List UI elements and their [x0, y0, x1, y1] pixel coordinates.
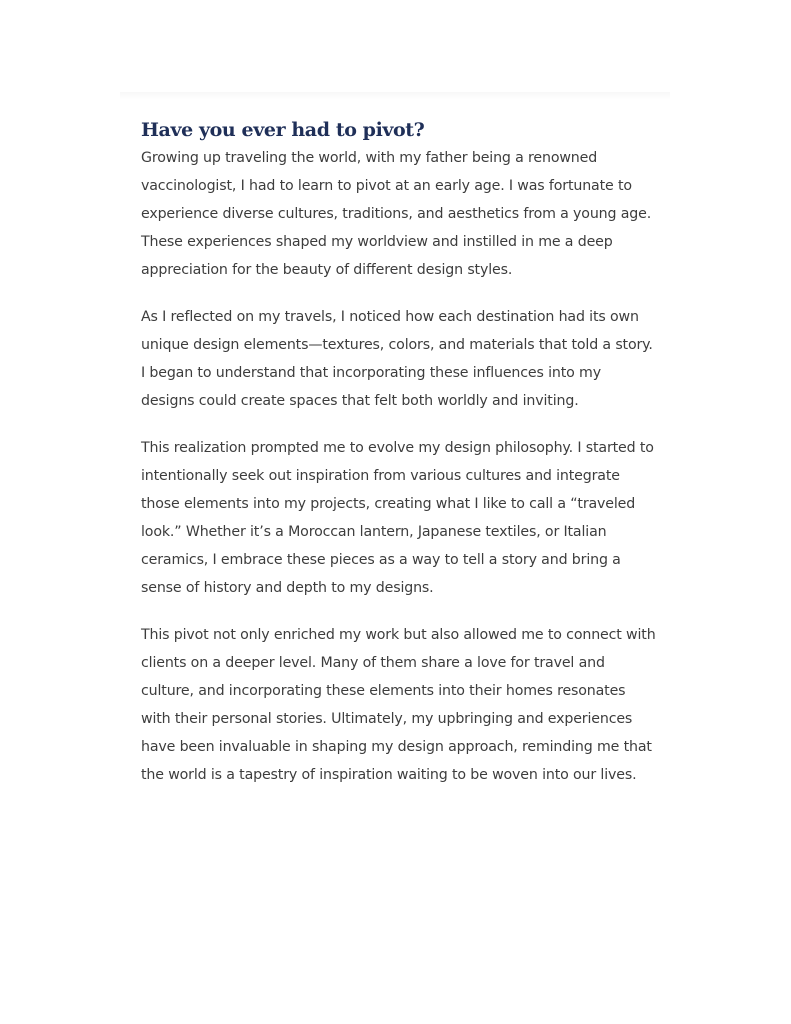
article-paragraph-2: As I reflected on my travels, I noticed how each destination had its own unique design elements—textures, colors, and materials that told a story. I began to understand that incorporating these influences into my designs could create spaces that felt both worldly and inviting.	[141, 309, 653, 409]
article-paragraph-3: This realization prompted me to evolve my design philosophy. I started to intentionally seek out inspiration from various cultures and integrate those elements into my projects, creating what I like to call a “traveled look.” Whether it’s a Moroccan lantern, Japanese textiles, or Italian ceramics, I embrace these pieces as a way to tell a story and bring a sense of history and depth to my designs.	[141, 440, 654, 596]
article-paragraph-1: Growing up traveling the world, with my father being a renowned vaccinologist, I had to learn to pivot at an early age. I was fortunate to experience diverse cultures, traditions, and aesthetics from a young age. These experiences shaped my worldview and instilled in me a deep appreciation for the beauty of different design styles.	[141, 150, 652, 278]
article-title: Have you ever had to pivot?	[141, 119, 425, 141]
article	[141, 116, 656, 808]
article-paragraph-4: This pivot not only enriched my work but also allowed me to connect with clients on a deeper level. Many of them share a love for travel and culture, and incorporating these elements into their homes resonates with their personal stories. Ultimately, my upbringing and experiences have been invaluable in shaping my design approach, reminding me that the world is a tapestry of inspiration waiting to be woven into our lives.	[141, 627, 656, 783]
top-divider	[120, 92, 670, 100]
